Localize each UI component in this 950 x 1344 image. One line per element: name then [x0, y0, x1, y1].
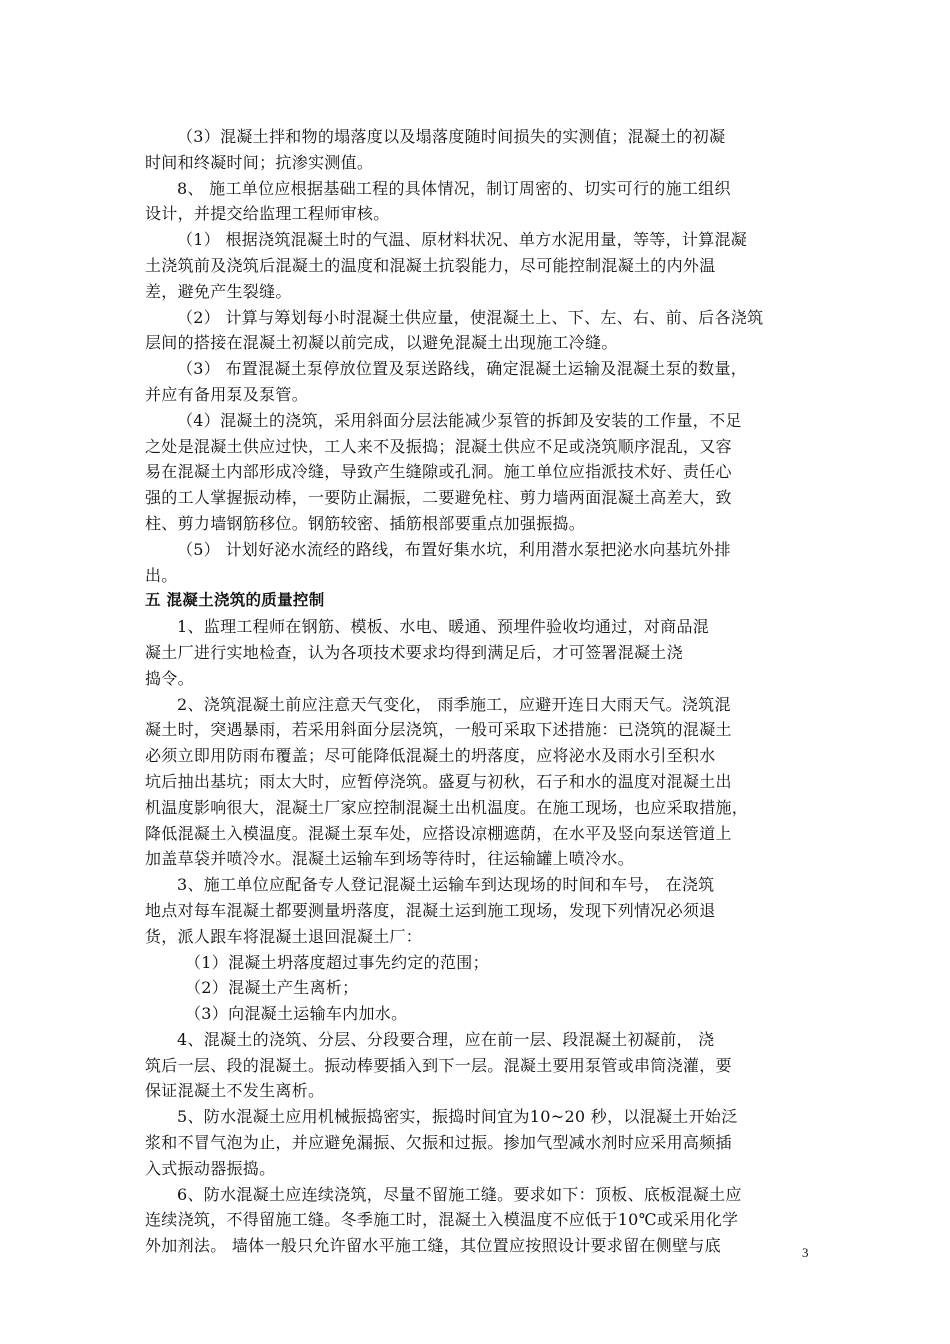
document-body: [145, 124, 810, 1259]
text-line: （2）混凝土产生离析；: [185, 978, 359, 998]
section-heading: 五 混凝土浇筑的质量控制: [145, 591, 325, 610]
text-line: 外加剂法。 墙体一般只允许留水平施工缝，其位置应按照设计要求留在侧壁与底: [145, 1236, 721, 1256]
text-line: 柱、剪力墙钢筋移位。钢筋较密、插筋根部要重点加强振捣。: [145, 513, 586, 533]
text-line: 土浇筑前及浇筑后混凝土的温度和混凝土抗裂能力，尽可能控制混凝土的内外温: [145, 255, 716, 275]
text-line: 保证混凝土不发生离析。: [145, 1081, 325, 1101]
text-line: 4、混凝土的浇筑、分层、分段要合理，应在前一层、段混凝土初凝前， 浇: [177, 1029, 715, 1049]
text-line: 5、防水混凝土应用机械振捣密实，振捣时间宜为10~20 秒，以混凝土开始泛: [177, 1107, 738, 1127]
text-line: （3）向混凝土运输车内加水。: [185, 1004, 408, 1024]
text-line: 3、施工单位应配备专人登记混凝土运输车到达现场的时间和车号， 在浇筑: [177, 875, 715, 895]
text-line: 凝土时，突遇暴雨，若采用斜面分层浇筑，一般可采取下述措施：已浇筑的混凝土: [145, 720, 732, 740]
text-line: 浆和不冒气泡为止，并应避免漏振、欠振和过振。掺加气型减水剂时应采用高频插: [145, 1133, 732, 1153]
text-line: 地点对每车混凝土都要测量坍落度，混凝土运到施工现场，发现下列情况必须退: [145, 900, 716, 920]
text-line: 降低混凝土入模温度。混凝土泵车处，应搭设凉棚遮荫，在水平及竖向泵送管道上: [145, 823, 732, 843]
text-line: 机温度影响很大，混凝土厂家应控制混凝土出机温度。在施工现场，也应采取措施，: [145, 797, 749, 817]
text-line: 时间和终凝时间；抗渗实测值。: [145, 152, 374, 172]
text-line: 层间的搭接在混凝土初凝以前完成，以避免混凝土出现施工冷缝。: [145, 333, 618, 353]
text-line: 差，避免产生裂缝。: [145, 281, 292, 301]
text-line: 必须立即用防雨布覆盖；尽可能降低混凝土的坍落度，应将泌水及雨水引至积水: [145, 746, 716, 766]
text-line: 筑后一层、段的混凝土。振动棒要插入到下一层。混凝土要用泵管或串筒浇灌，要: [145, 1055, 732, 1075]
text-line: （3） 布置混凝土泵停放位置及泵送路线，确定混凝土运输及混凝土泵的数量，: [177, 359, 748, 379]
text-line: 连续浇筑，不得留施工缝。冬季施工时，混凝土入模温度不应低于10℃或采用化学: [145, 1210, 739, 1230]
text-line: 出。: [145, 565, 178, 585]
text-line: 坑后抽出基坑；雨太大时，应暂停浇筑。盛夏与初秋，石子和水的温度对混凝土出: [145, 771, 732, 791]
text-line: （4）混凝土的浇筑，采用斜面分层法能减少泵管的拆卸及安装的工作量，不足: [177, 410, 742, 430]
text-line: 凝土厂进行实地检查，认为各项技术要求均得到满足后，才可签署混凝土浇: [145, 642, 683, 662]
text-line: 货，派人跟车将混凝土退回混凝土厂：: [145, 926, 423, 946]
text-line: （2） 计算与筹划每小时混凝土供应量，使混凝土上、下、左、右、前、后各浇筑: [177, 307, 764, 327]
page-number: 3: [802, 1245, 809, 1260]
text-line: 加盖草袋并喷冷水。混凝土运输车到场等待时，往运输罐上喷冷水。: [145, 849, 635, 869]
text-line: （5） 计划好泌水流经的路线，布置好集水坑，利用潜水泵把泌水向基坑外排: [177, 539, 731, 559]
text-line: 入式振动器振捣。: [145, 1158, 276, 1178]
text-line: 强的工人掌握振动棒，一要防止漏振，二要避免柱、剪力墙两面混凝土高差大，致: [145, 488, 732, 508]
text-line: 1、监理工程师在钢筋、模板、水电、暖通、预埋件验收均通过，对商品混: [177, 617, 710, 637]
text-line: 2、浇筑混凝土前应注意天气变化， 雨季施工，应避开连日大雨天气。浇筑混: [177, 694, 731, 714]
text-line: （3）混凝土拌和物的塌落度以及塌落度随时间损失的实测值；混凝土的初凝: [177, 127, 726, 146]
text-line: 并应有备用泵及泵管。: [145, 384, 309, 404]
text-line: （1）混凝土坍落度超过事先约定的范围；: [185, 952, 489, 972]
text-line: 设计，并提交给监理工程师审核。: [145, 204, 390, 224]
text-line: （1） 根据浇筑混凝土时的气温、原材料状况、单方水泥用量，等等，计算混凝: [177, 230, 748, 250]
text-line: 6、防水混凝土应连续浇筑，尽量不留施工缝。要求如下：顶板、底板混凝土应: [177, 1184, 742, 1204]
text-line: 捣令。: [145, 668, 194, 688]
text-line: 易在混凝土内部形成冷缝，导致产生缝隙或孔洞。施工单位应指派技术好、责任心: [145, 462, 732, 482]
text-line: 8、 施工单位应根据基础工程的具体情况，制订周密的、切实可行的施工组织: [177, 178, 731, 198]
text-line: 之处是混凝土供应过快，工人来不及振捣；混凝土供应不足或浇筑顺序混乱，又容: [145, 436, 732, 456]
